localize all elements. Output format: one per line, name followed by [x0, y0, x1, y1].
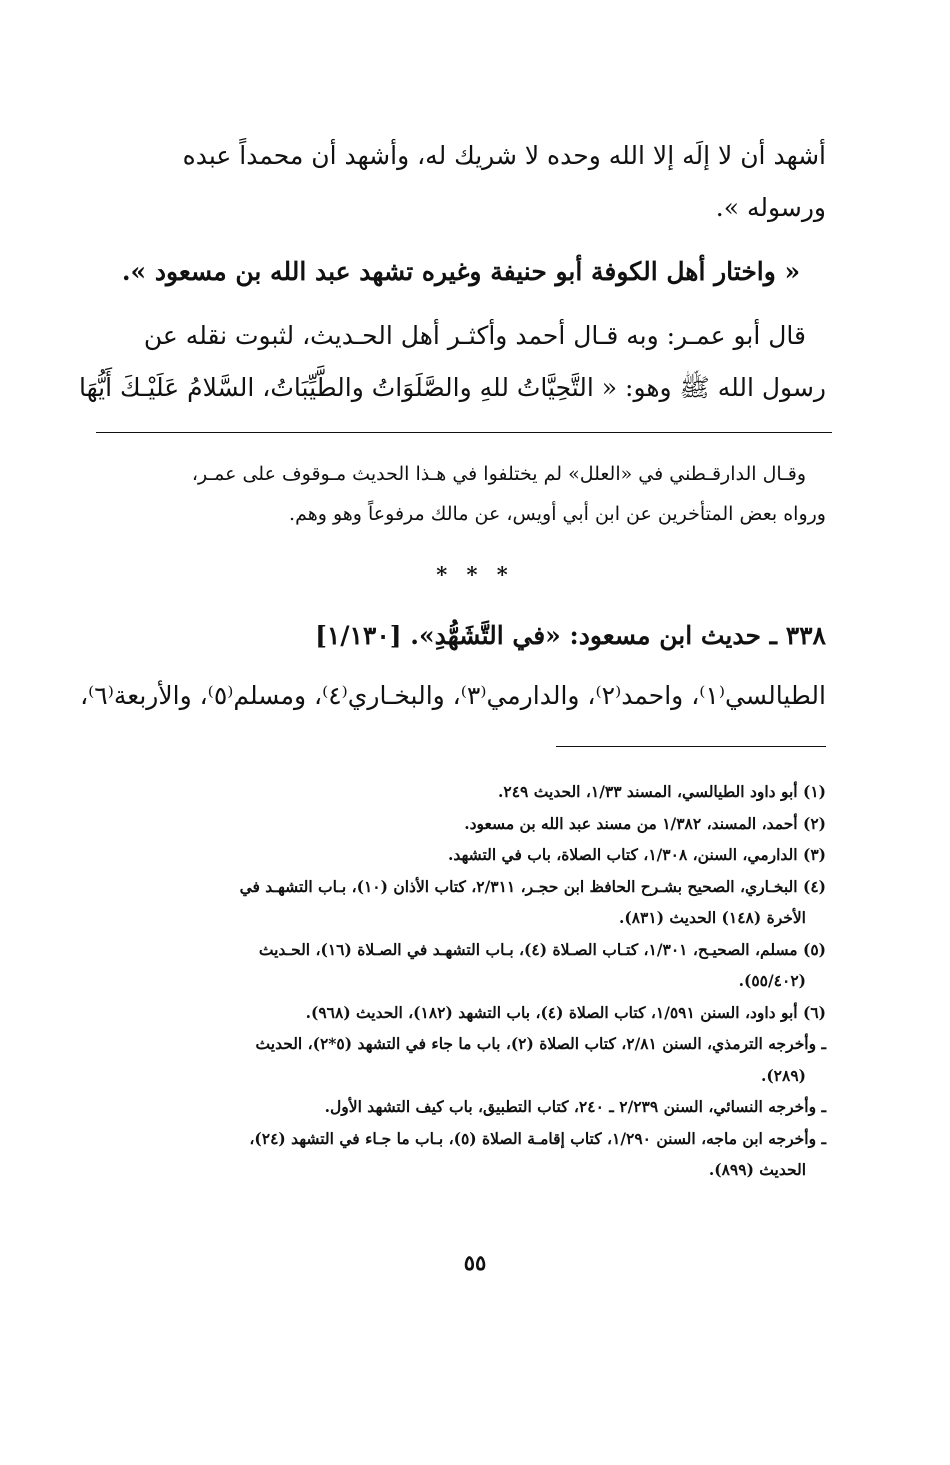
abu-umar-paragraph [79, 310, 826, 414]
hadith-heading-block [96, 610, 826, 662]
sources-block [80, 670, 826, 722]
quote-line: « واختار أهل الكوفة أبو حنيفة وغيره تشهد عبد الله بن مسعود ». [121, 257, 801, 286]
footnote-line: (١) أبو داود الطيالسي، المسند ١/٣٣، الحديث ٢٤٩. [498, 782, 826, 801]
footnote-line: ـ وأخرجه الترمذي، السنن ٢/٨١، كتاب الصلاة (٢)، باب ما جاء في التشهد (٥*٢)، الحديث [255, 1034, 826, 1053]
text-line: ورسوله ». [715, 193, 826, 222]
footnote-line: (٥) مسلم، الصحيـح، ١/٣٠١، كتـاب الصـلاة (٤)، بـاب التشهـد في الصـلاة (١٦)، الحـديث [258, 939, 826, 959]
footnote-line: الأخرة (١٤٨) الحديث (٨٣١). [618, 908, 806, 927]
footnote-line: ـ وأخرجه النسائي، السنن ٢/٢٣٩ ـ ٢٤٠، كتاب التطبيق، باب كيف التشهد الأول. [324, 1097, 826, 1116]
text-line: ورواه بعض المتأخرين عن ابن أبي أويس، عن مالك مرفوعاً وهو وهم. [289, 503, 826, 525]
footnote-line: (٥٥/٤٠٢). [738, 971, 806, 990]
footnotes-list [96, 776, 826, 1186]
footnote-continuation [96, 454, 826, 534]
text-line: أشهد أن لا إلَه إلا الله وحده لا شريك له، وأشهد أن محمداً عبده [182, 141, 826, 170]
sources-line: الطيالسي⁽١⁾، واحمد⁽٢⁾، والدارمي⁽٣⁾، والبخـاري⁽٤⁾، ومسلم⁽٥⁾، والأربعة⁽٦⁾، [80, 681, 826, 710]
footnote-line: (٣) الدارمي، السنن، ١/٣٠٨، كتاب الصلاة، باب في التشهد. [447, 845, 826, 864]
text-line: قال أبو عمـر: وبه قـال أحمد وأكثـر أهل الحـديث، لثبوت نقله عن [143, 321, 806, 350]
page-number: ٥٥ [463, 1250, 487, 1275]
footnote-divider [96, 432, 832, 433]
text-line: رسول الله ﷺ وهو: « التَّحِيَّاتُ للهِ والصَّلَوَاتُ والطَّيِّبَاتُ، السَّلامُ عَلَيْـكَ أَيُّهَا [79, 373, 826, 402]
footnote-line: ـ وأخرجه ابن ماجه، السنن ١/٢٩٠، كتاب إقامـة الصلاة (٥)، بـاب ما جـاء في التشهد (٢٤)، [249, 1128, 826, 1148]
footnote-line: (٦) أبو داود، السنن ١/٥٩١، كتاب الصلاة (٤)، باب التشهد (١٨٢)، الحديث (٩٦٨). [305, 1002, 826, 1022]
footnote-line: (٤) البخـاري، الصحيح بشـرح الحافظ ابن حجـر، ٢/٣١١، كتاب الأذان (١٠)، بـاب التشهـد في [239, 876, 826, 896]
text-line: وقـال الدارقـطني في «العلل» لم يختلفوا في هـذا الحديث مـوقوف على عمـر، [191, 463, 806, 485]
footnote-line: (٢٨٩). [760, 1065, 806, 1085]
section-separator: * * * [436, 562, 514, 587]
quote-line-block [96, 246, 826, 298]
hadith-heading: ٣٣٨ ـ حديث ابن مسعود: «في التَّشَهُّدِ». [١/١٣٠] [315, 621, 826, 650]
footnote-line: (٢) أحمد، المسند، ١/٣٨٢ من مسند عبد الله بن مسعود. [464, 813, 826, 833]
footnotes-divider [556, 746, 826, 747]
footnote-line: الحديث (٨٩٩). [708, 1160, 806, 1179]
top-paragraph [96, 130, 826, 234]
